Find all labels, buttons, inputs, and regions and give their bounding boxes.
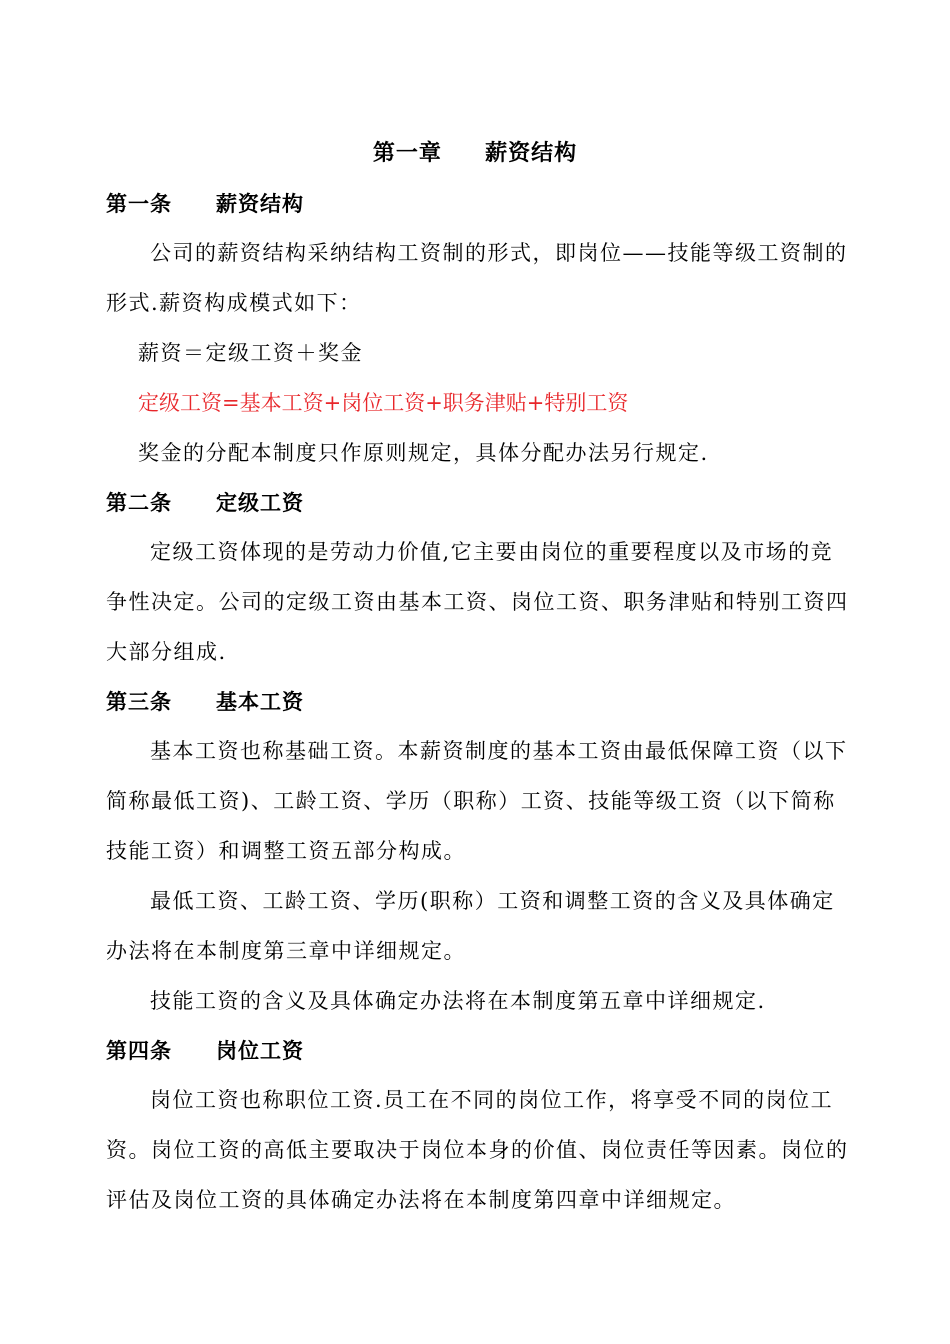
paragraph-line: 办法将在本制度第三章中详细规定。 — [106, 939, 466, 963]
paragraph-line: 定级工资体现的是劳动力价值,它主要由岗位的重要程度以及市场的竞 — [150, 540, 834, 564]
article-title: 薪资结构 — [216, 191, 304, 216]
paragraph-line: 大部分组成. — [106, 640, 227, 664]
paragraph-line: 简称最低工资)、工龄工资、学历（职称）工资、技能等级工资（以下简称 — [106, 789, 836, 813]
paragraph-line: 评估及岗位工资的具体确定办法将在本制度第四章中详细规定。 — [106, 1188, 736, 1212]
paragraph-line: 基本工资也称基础工资。本薪资制度的基本工资由最低保障工资（以下 — [150, 739, 848, 763]
article-number: 第一条 — [106, 191, 172, 216]
formula-line-highlighted: 定级工资=基本工资+岗位工资+职务津贴+特别工资 — [138, 391, 629, 415]
paragraph-line: 争性决定。公司的定级工资由基本工资、岗位工资、职务津贴和特别工资四 — [106, 590, 849, 614]
paragraph-line: 公司的薪资结构采纳结构工资制的形式，即岗位——技能等级工资制的 — [150, 241, 848, 265]
paragraph-line: 最低工资、工龄工资、学历(职称）工资和调整工资的含义及具体确定 — [150, 889, 835, 913]
paragraph-line: 技能工资）和调整工资五部分构成。 — [106, 839, 466, 863]
article-title: 定级工资 — [216, 490, 304, 515]
article-4-heading — [106, 1035, 304, 1065]
article-2-heading — [106, 487, 304, 517]
article-title: 基本工资 — [216, 689, 304, 714]
paragraph-line: 奖金的分配本制度只作原则规定，具体分配办法另行规定. — [138, 441, 709, 465]
paragraph-line: 资。岗位工资的高低主要取决于岗位本身的价值、岗位责任等因素。岗位的 — [106, 1138, 849, 1162]
chapter-title: 第一章 薪资结构 — [372, 140, 578, 166]
article-number: 第二条 — [106, 490, 172, 515]
article-3-heading — [106, 686, 304, 716]
paragraph-line: 形式.薪资构成模式如下： — [106, 291, 362, 315]
article-title: 岗位工资 — [216, 1038, 304, 1063]
article-number: 第四条 — [106, 1038, 172, 1063]
paragraph-line: 技能工资的含义及具体确定办法将在本制度第五章中详细规定. — [150, 989, 766, 1013]
article-number: 第三条 — [106, 689, 172, 714]
paragraph-line: 岗位工资也称职位工资.员工在不同的岗位工作，将享受不同的岗位工 — [150, 1088, 834, 1112]
formula-line: 薪资＝定级工资＋奖金 — [138, 341, 363, 365]
article-1-heading — [106, 188, 304, 218]
